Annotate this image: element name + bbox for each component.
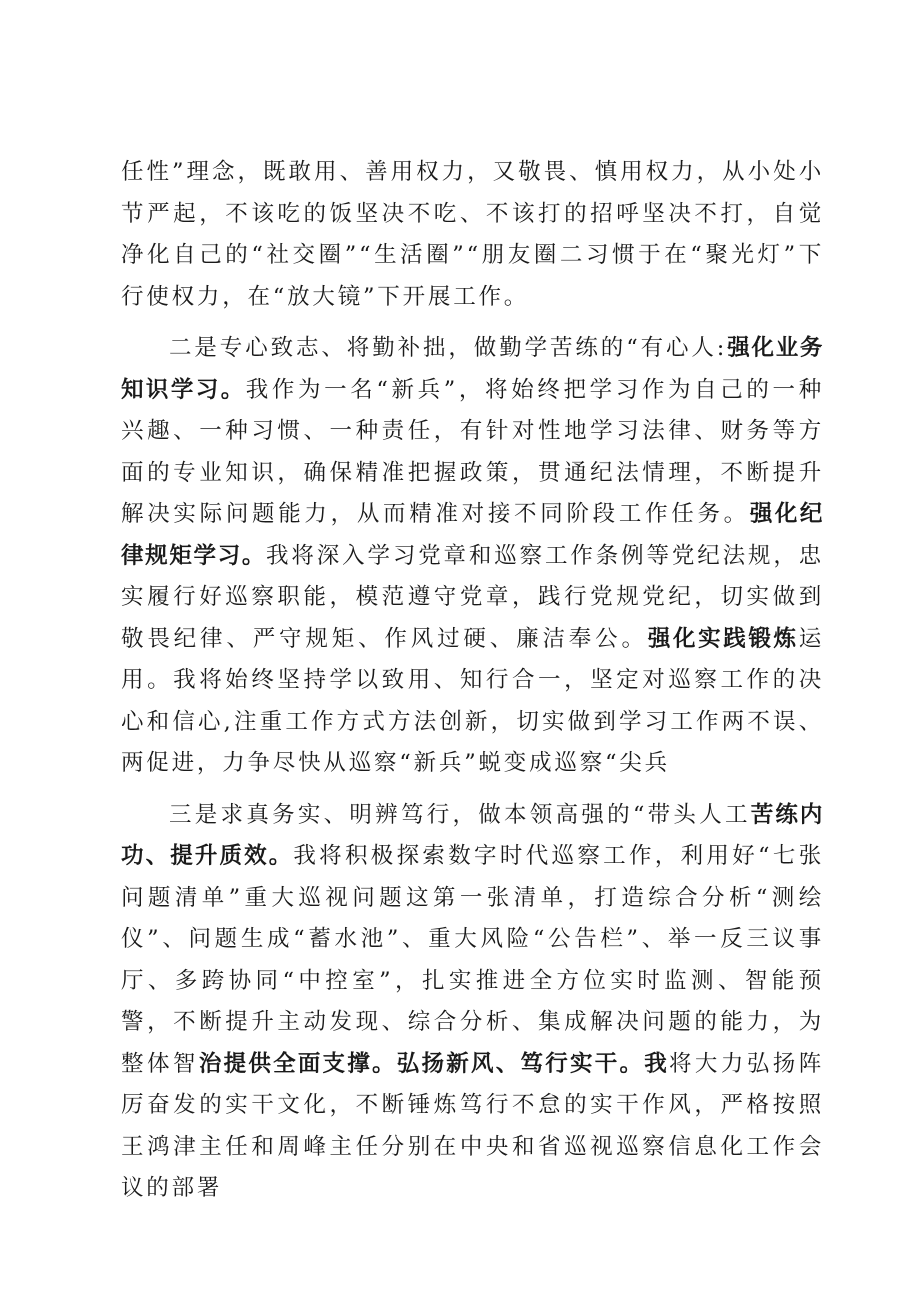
text-segment: 我将积极探索数字时代巡察工作，利用好“七张问题清单”重大巡视问题这第一张清单，打造综合分析“测绘仪”、问题生成“蓄水池”、重大风险“公告栏”、举一反三议事厅、多跨协同“中控室”，扎实推进全方位实时监测、智能预警，不断提升主动发现、综合分析、集成解决问题的能力，为整体智 (121, 843, 824, 1077)
text-segment: 我作为一名“新兵”，将始终把学习作为自己的一种兴趣、一种习惯、一种责任，有针对性地学习法律、财务等方面的专业知识，确保精准把握政策，贯通纪法情理，不断提升解决实际问题能力，从而精准对接不同阶段工作任务。 (121, 376, 824, 527)
text-segment: 二是专心致志、将勤补拙，做勤学苦练的“有心人: (169, 335, 728, 361)
paragraph-continuation (121, 152, 824, 318)
paragraph-two-study (121, 328, 824, 785)
bold-heading-discipline-rules: 强化纪律规矩学习。 (121, 501, 824, 569)
bold-heading-business-knowledge: 强化业务知识学习。 (121, 335, 825, 403)
text-segment: 将大力弘扬阵厉奋发的实干文化，不断锤炼笃行不怠的实干作风，严格按照王鸿津主任和周峰主任分别在中央和省巡视巡察信息化工作会议的部署 (121, 1050, 825, 1201)
text-segment: 三是求真务实、明辨笃行，做本领高强的“带头人工 (169, 801, 751, 828)
bold-heading-practice: 强化实践锻炼 (647, 625, 799, 652)
paragraph-three-practice (121, 795, 824, 1210)
text-segment: 运用。我将始终坚持学以致用、知行合一，坚定对巡察工作的决心和信心,注重工作方式方法创新，切实做到学习工作两不误、两促进，力争尽快从巡察“新兵”蜕变成巡察“尖兵 (121, 625, 824, 776)
text-segment: 任性”理念，既敢用、善用权力，又敬畏、慎用权力，从小处小节严起，不该吃的饭坚决不吃、不该打的招呼坚决不打，自觉净化自己的“社交圈”“生活圈”“朋友圈二习惯于在“聚光灯”下行使权力，在“放大镜”下开展工作。 (121, 159, 824, 310)
text-segment: 我将深入学习党章和巡察工作条例等党纪法规，忠实履行好巡察职能，模范遵守党章，践行党规党纪，切实做到敬畏纪律、严守规矩、作风过硬、廉洁奉公。 (121, 542, 824, 652)
bold-heading-internal-skills: 苦练内功、提升质效。 (121, 801, 824, 869)
bold-heading-new-style: 治提供全面支撑。弘扬新风、笃行实干。我 (198, 1050, 669, 1077)
